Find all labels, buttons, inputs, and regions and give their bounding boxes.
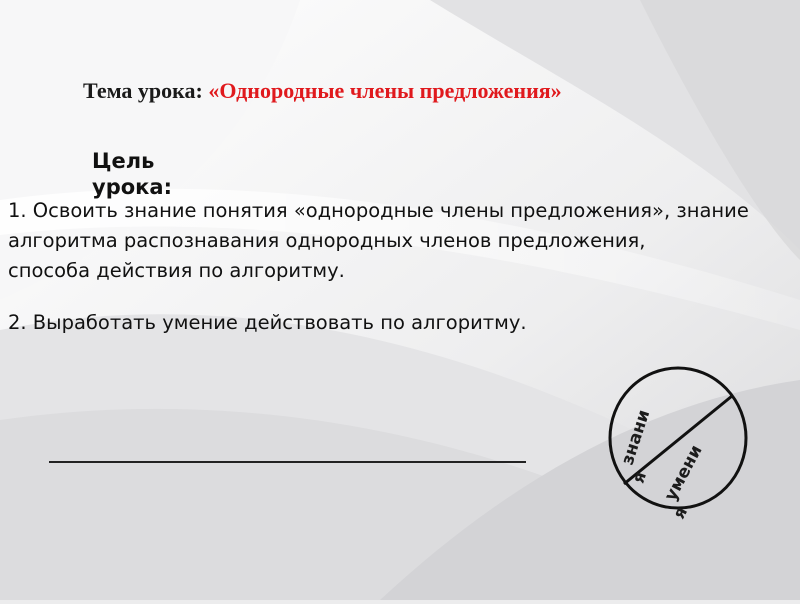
lesson-title bbox=[83, 78, 562, 104]
knowledge-skills-circle bbox=[606, 366, 750, 523]
goal-item-1: 1. Освоить знание понятия «однородные члены предложения», знание алгоритма распознавания однородных членов предложения, способа действия по алгоритму. bbox=[8, 199, 749, 282]
lower-label-line-2: я bbox=[669, 503, 693, 523]
upper-label-line-1: знани bbox=[617, 407, 655, 468]
divider-line bbox=[49, 461, 526, 463]
goal-label: Цель урока: bbox=[92, 149, 172, 199]
upper-label-line-2: я bbox=[628, 469, 652, 486]
lower-label-line-1: умени bbox=[660, 441, 707, 505]
lesson-title-prefix: Тема урока: bbox=[83, 78, 209, 103]
lesson-topic: «Однородные члены предложения» bbox=[208, 78, 562, 103]
goal-item-2: 2. Выработать умение действовать по алгоритму. bbox=[8, 311, 527, 334]
